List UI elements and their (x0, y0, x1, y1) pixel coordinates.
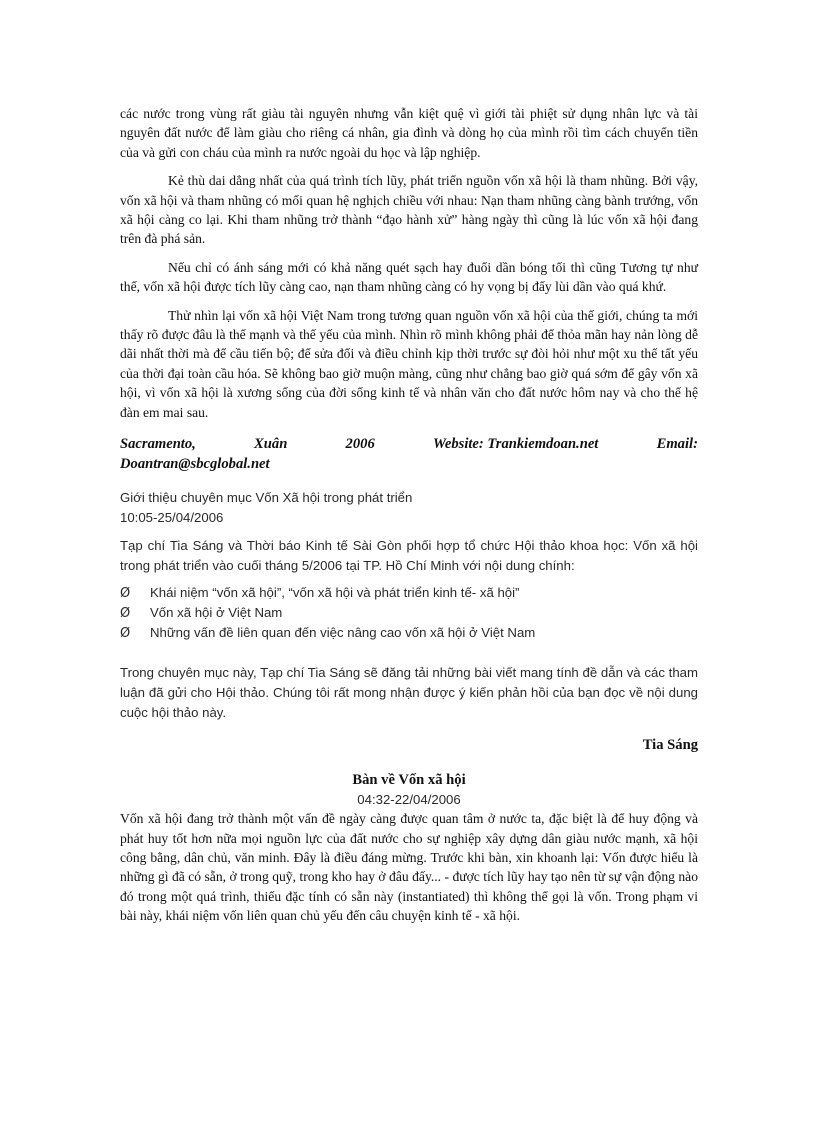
list-item-text: Những vấn đề liên quan đến việc nâng cao vốn xã hội ở Việt Nam (150, 625, 536, 641)
author-footer-row (120, 434, 698, 454)
footer-email-label: Email: (656, 436, 698, 453)
list-item (120, 603, 698, 623)
footer-year: 2006 (345, 436, 375, 453)
arrow-bullet-icon: Ø (120, 586, 131, 602)
paragraph-continuation: các nước trong vùng rất giàu tài nguyên nhưng vẫn kiệt quệ vì giới tài phiệt sử dụng nhân lực và tài nguyên đất nước để làm giàu cho riêng cá nhân, gia đình và dòng họ của mình rồi tìm cách chuyển tiền của và gửi con cháu của mình ra nước ngoài du học và lập nghiệp. (120, 106, 698, 160)
document-content (120, 104, 698, 926)
list-item-text: Vốn xã hội ở Việt Nam (150, 605, 283, 621)
intro-title: Giới thiệu chuyên mục Vốn Xã hội trong phát triển (120, 490, 413, 506)
arrow-bullet-icon: Ø (120, 626, 131, 642)
list-item (120, 623, 698, 643)
article-body: Vốn xã hội đang trở thành một vấn đề ngày càng được quan tâm ở nước ta, đặc biệt là để huy động và phát huy tốt hơn nữa mọi nguồn lực của đất nước cho sự nghiệp xây dựng dân giàu nước mạnh, xã hội công bằng, dân chủ, văn minh. Đây là điều đáng mừng. Trước khi bàn, xin khoanh lại: Vốn được hiểu là những gì đã có sẵn, ở trong quỹ, trong kho hay ở đâu đấy... - được tích lũy hay tạo nên từ sự vận động nào đó trong một quá trình, thiếu đặc tính có sẵn này (instantiated) thì không thể gọi là vốn. Trong phạm vi bài này, khái niệm vốn liên quan chủ yếu đến câu chuyện kinh tế - xã hội. (120, 811, 698, 924)
footer-email[interactable]: Doantran@sbcglobal.net (120, 456, 270, 473)
intro-timestamp: 10:05-25/04/2006 (120, 509, 224, 525)
signature: Tia Sáng (642, 737, 698, 754)
article-title: Bàn về Vốn xã hội (352, 771, 466, 788)
author-footer (120, 434, 698, 474)
paragraph-vietnam-capital: Thử nhìn lại vốn xã hội Việt Nam trong tương quan nguồn vốn xã hội của thế giới, chúng ta mới thấy rõ được đâu là thế mạnh và thế yếu của mình. Nhìn rõ mình không phải để thỏa mãn hay nản lòng dễ dãi nhất thời mà để cầu tiến bộ; để sửa đổi và điều chỉnh kịp thời trước sự đòi hỏi như một xu thế tất yếu của thời đại toàn cầu hóa. Sẽ không bao giờ muộn màng, cũng như chẳng bao giờ quá sớm để gây vốn xã hội, vì vốn xã hội là xương sống của đời sống kinh tế và nhân văn cho đất nước hôm nay và cho thế hệ đàn em mai sau. (120, 307, 698, 420)
footer-website[interactable]: Website: Trankiemdoan.net (432, 436, 599, 453)
arrow-bullet-icon: Ø (120, 606, 131, 622)
footer-season: Xuân (254, 436, 288, 453)
list-item (120, 583, 698, 603)
list-item-text: Khái niệm “vốn xã hội”, “vốn xã hội và phát triển kinh tế- xã hội” (150, 585, 520, 601)
intro-text: Tạp chí Tia Sáng và Thời báo Kinh tế Sài Gòn phối hợp tổ chức Hội thảo khoa học: Vốn xã hội trong phát triển vào cuối tháng 5/2006 tại TP. Hồ Chí Minh với nội dung chính: (120, 538, 698, 573)
intro-closing: Trong chuyên mục này, Tạp chí Tia Sáng sẽ đăng tải những bài viết mang tính đề dẫn và các tham luận đã gửi cho Hội thảo. Chúng tôi rất mong nhận được ý kiến phản hồi của bạn đọc về nội dung cuộc hội thảo này. (120, 665, 698, 720)
paragraph-light-analogy: Nếu chỉ có ánh sáng mới có khả năng quét sạch hay đuổi dần bóng tối thì cũng Tương tự như thế, vốn xã hội được tích lũy càng cao, nạn tham nhũng càng có hy vọng bị đẩy lùi dần vào quá khứ. (120, 259, 698, 295)
article-timestamp: 04:32-22/04/2006 (357, 791, 461, 807)
column-introduction (120, 488, 698, 722)
topic-list (120, 583, 698, 643)
footer-place: Sacramento, (120, 436, 196, 453)
paragraph-corruption: Kẻ thù dai dẳng nhất của quá trình tích lũy, phát triển nguồn vốn xã hội là tham nhũng. Bởi vậy, vốn xã hội và tham nhũng có mối quan hệ nghịch chiều với nhau: Nạn tham nhũng càng bành trướng, vốn xã hội càng co lại. Khi tham nhũng trở thành “đạo hành xử” hàng ngày thì cũng là lúc vốn xã hội đang trên đà phá sản. (120, 173, 698, 247)
